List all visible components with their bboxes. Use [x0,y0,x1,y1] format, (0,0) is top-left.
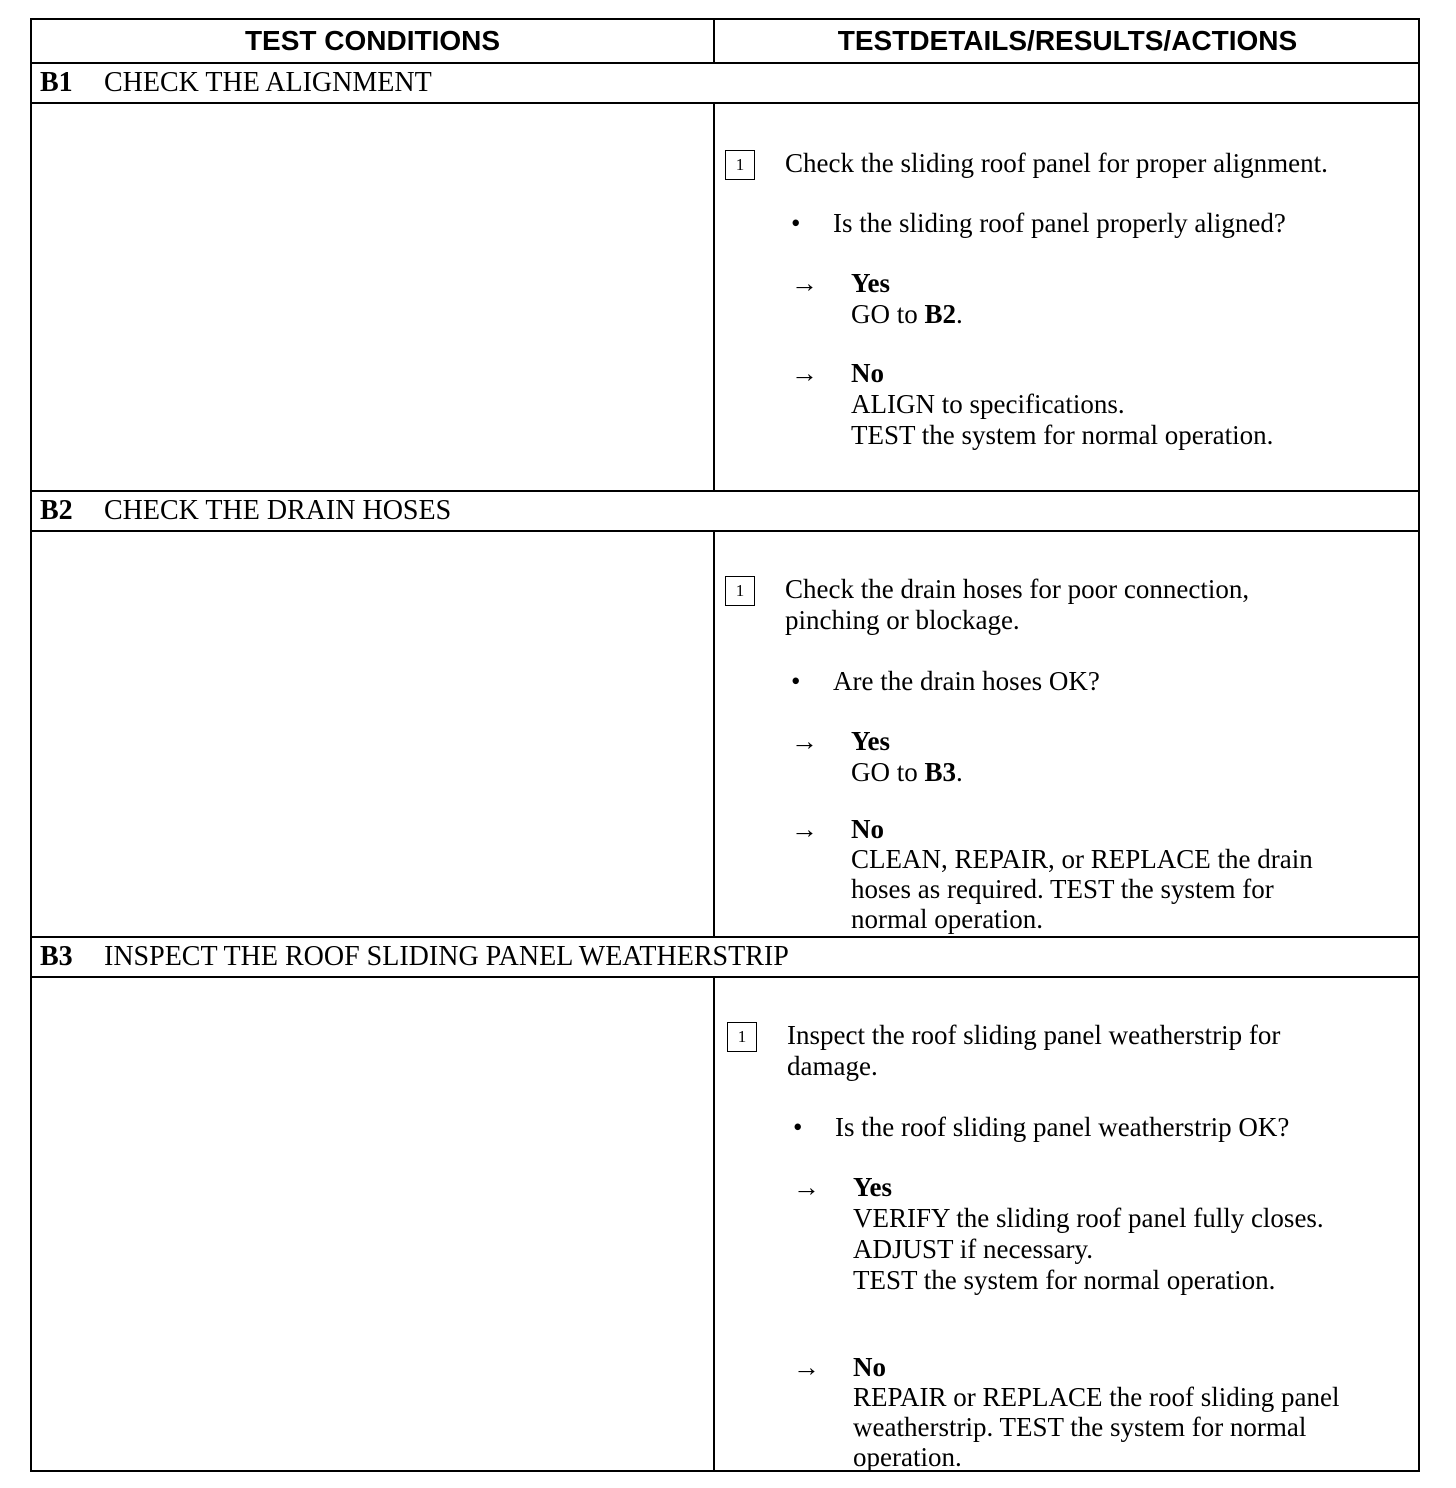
section-title: CHECK THE ALIGNMENT [104,67,432,98]
table-header [32,20,1418,64]
test-conditions-cell [32,104,715,490]
yes-action-text: GO to [851,299,918,329]
no-action-line: weatherstrip. TEST the system for normal [853,1412,1307,1442]
no-action-line: REPAIR or REPLACE the roof sliding panel [853,1382,1340,1412]
step-number-box: 1 [725,150,755,180]
section-code: B3 [40,941,73,972]
yes-action-line: TEST the system for normal operation. [853,1265,1276,1295]
step-text: Check the sliding roof panel for proper alignment. [785,148,1328,178]
step-text: Check the drain hoses for poor connection, pinching or blockage. [785,574,1250,635]
no-action-line: operation. [853,1442,962,1472]
test-details-cell [715,532,1418,936]
yes-action-ref: B2 [924,299,957,329]
test-conditions-cell [32,978,715,1470]
yes-action-line: VERIFY the sliding roof panel fully closes. [853,1203,1324,1233]
yes-label: Yes [851,726,890,756]
yes-action-period: . [956,299,963,329]
no-label: No [851,358,884,388]
diagnostic-table [30,18,1420,1472]
no-answer [851,814,1411,934]
step-number-box: 1 [727,1022,757,1052]
arrow-icon: → [793,1172,820,1202]
no-action-line: CLEAN, REPAIR, or REPLACE the drain [851,844,1313,874]
yes-action-ref: B3 [924,757,957,787]
test-details-cell [715,978,1418,1470]
arrow-icon: → [793,1352,820,1382]
step-number-box: 1 [725,576,755,606]
bullet-icon: • [791,666,801,696]
yes-answer [851,726,1411,788]
no-action-line: TEST the system for normal operation. [851,420,1274,450]
no-action-line: ALIGN to specifications. [851,389,1125,419]
header-test-conditions: TEST CONDITIONS [32,20,715,62]
yes-answer [851,268,1411,330]
no-label: No [853,1352,886,1382]
bullet-icon: • [791,208,801,238]
no-label: No [851,814,884,844]
arrow-icon: → [791,268,818,298]
section-code: B2 [40,495,73,526]
section-b2-header [32,492,1418,532]
no-answer [851,358,1411,451]
bullet-icon: • [793,1112,803,1142]
section-code: B1 [40,67,73,98]
arrow-icon: → [791,814,818,844]
yes-label: Yes [851,268,890,298]
no-action-line: normal operation. [851,904,1043,934]
yes-action-text: GO to [851,757,918,787]
question-text: Is the sliding roof panel properly aligned? [833,208,1286,238]
section-b3-body [32,978,1418,1470]
arrow-icon: → [791,726,818,756]
test-conditions-cell [32,532,715,936]
question-text: Are the drain hoses OK? [833,666,1100,696]
yes-action-period: . [956,757,963,787]
yes-action [851,757,1411,788]
header-test-details: TESTDETAILS/RESULTS/ACTIONS [837,25,1298,56]
section-title: INSPECT THE ROOF SLIDING PANEL WEATHERSTRIP [104,941,789,972]
section-title: CHECK THE DRAIN HOSES [104,495,452,526]
section-b1-body [32,104,1418,492]
step-text: Inspect the roof sliding panel weatherstrip for damage. [787,1020,1281,1081]
question-text: Is the roof sliding panel weatherstrip OK? [835,1112,1290,1142]
section-b3-header [32,938,1418,978]
yes-action [851,299,1411,330]
test-details-cell [715,104,1418,490]
no-action-line: hoses as required. TEST the system for [851,874,1274,904]
section-b1-header [32,64,1418,104]
arrow-icon: → [791,358,818,388]
section-b2-body [32,532,1418,938]
yes-label: Yes [853,1172,892,1202]
yes-action-line: ADJUST if necessary. [853,1234,1093,1264]
yes-answer [853,1172,1413,1296]
no-answer [853,1352,1413,1472]
